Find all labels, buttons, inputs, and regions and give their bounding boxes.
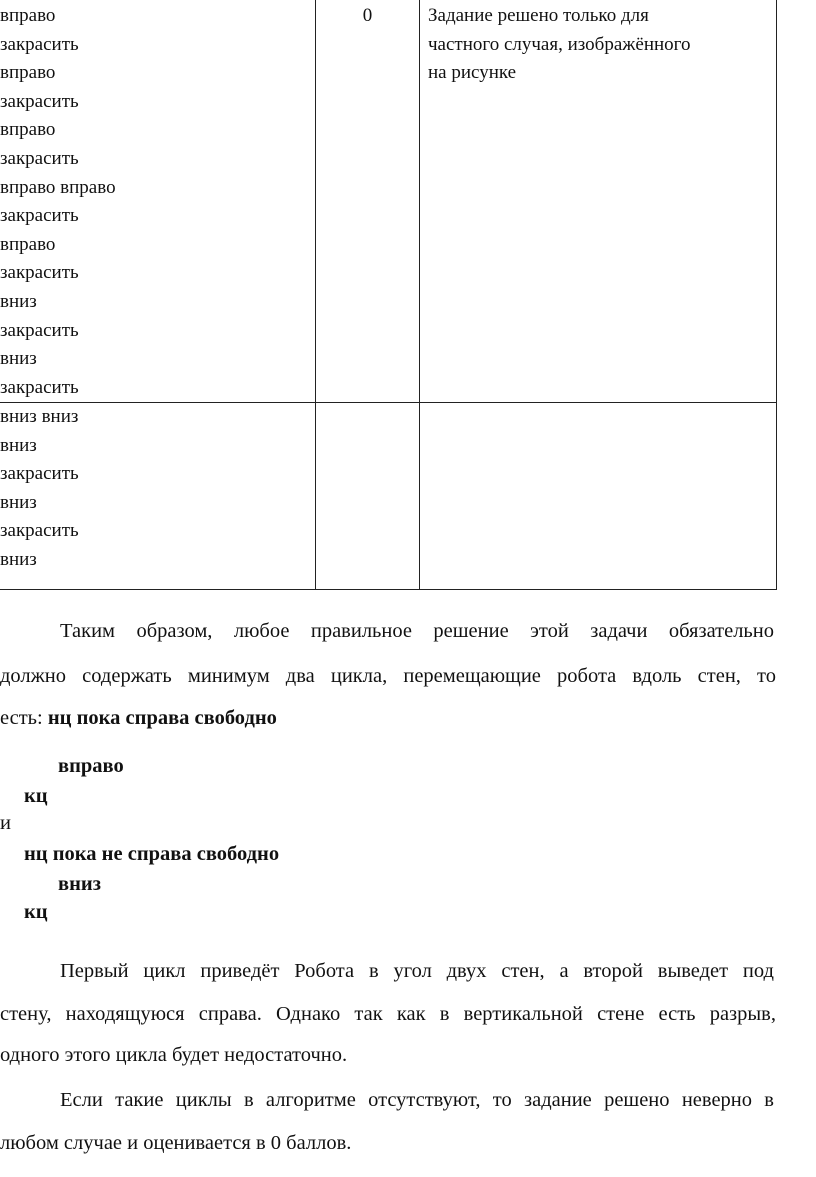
table-border (315, 0, 316, 590)
cell-line: закрасить (0, 520, 79, 542)
score-value: 0 (362, 5, 373, 26)
cell-line: вправо (0, 62, 56, 84)
paragraph-line: одного этого цикла будет недостаточно. (0, 1044, 348, 1066)
paragraph-line: Первый цикл приведёт Робота в угол двух стен, а второй выведет под (60, 960, 774, 982)
paragraph-line: Таким образом, любое правильное решение этой задачи обязательно (60, 620, 774, 642)
cell-line: вправо (0, 119, 56, 141)
cell-line: вниз (0, 491, 37, 513)
cell-line: частного случая, изображённого (428, 33, 691, 55)
code-text: кц (24, 901, 48, 923)
paragraph-line: любом случае и оценивается в 0 баллов. (0, 1132, 352, 1154)
table-cell-code (0, 403, 79, 575)
text: есть: (0, 707, 48, 729)
code-text: нц пока справа свободно (47, 707, 277, 729)
code-text: вправо (58, 755, 124, 777)
code-text: кц (24, 785, 48, 807)
cell-line: закрасить (0, 33, 79, 55)
code-line (24, 785, 48, 808)
cell-line: закрасить (0, 147, 79, 169)
cell-line: вниз (0, 434, 37, 456)
table-border (419, 0, 420, 590)
cell-line: закрасить (0, 376, 79, 398)
cell-line: закрасить (0, 90, 79, 112)
cell-line: закрасить (0, 463, 79, 485)
cell-line: Задание решено только для (428, 5, 649, 26)
cell-line: вниз вниз (0, 406, 79, 427)
code-line (24, 901, 48, 924)
table-border (776, 0, 777, 590)
table-cell-comment (428, 2, 690, 88)
code-line (24, 843, 279, 866)
table-border (0, 402, 777, 403)
table-cell-code (0, 2, 116, 402)
cell-line: вправо вправо (0, 176, 116, 198)
conjunction: и (0, 812, 11, 834)
cell-line: вниз (0, 290, 37, 312)
cell-line: вправо (0, 233, 56, 255)
cell-line: закрасить (0, 262, 79, 284)
code-text: нц пока не справа свободно (24, 843, 280, 865)
code-line (58, 755, 124, 778)
code-line (58, 873, 101, 896)
paragraph-line: стену, находящуюся справа. Однако так как в вертикальной стене есть разрыв, (0, 1003, 776, 1025)
paragraph-line (0, 707, 277, 730)
paragraph-line: Если такие циклы в алгоритме отсутствуют, то задание решено неверно в (60, 1089, 774, 1111)
table-border (0, 589, 777, 590)
table-cell-score (316, 2, 419, 31)
cell-line: закрасить (0, 319, 79, 341)
cell-line: закрасить (0, 205, 79, 227)
cell-line: вниз (0, 348, 37, 370)
code-text: вниз (58, 873, 101, 895)
cell-line: вниз (0, 548, 37, 570)
cell-line: вправо (0, 5, 56, 26)
cell-line: на рисунке (428, 62, 517, 84)
paragraph-line: должно содержать минимум два цикла, перемещающие робота вдоль стен, то (0, 665, 776, 687)
